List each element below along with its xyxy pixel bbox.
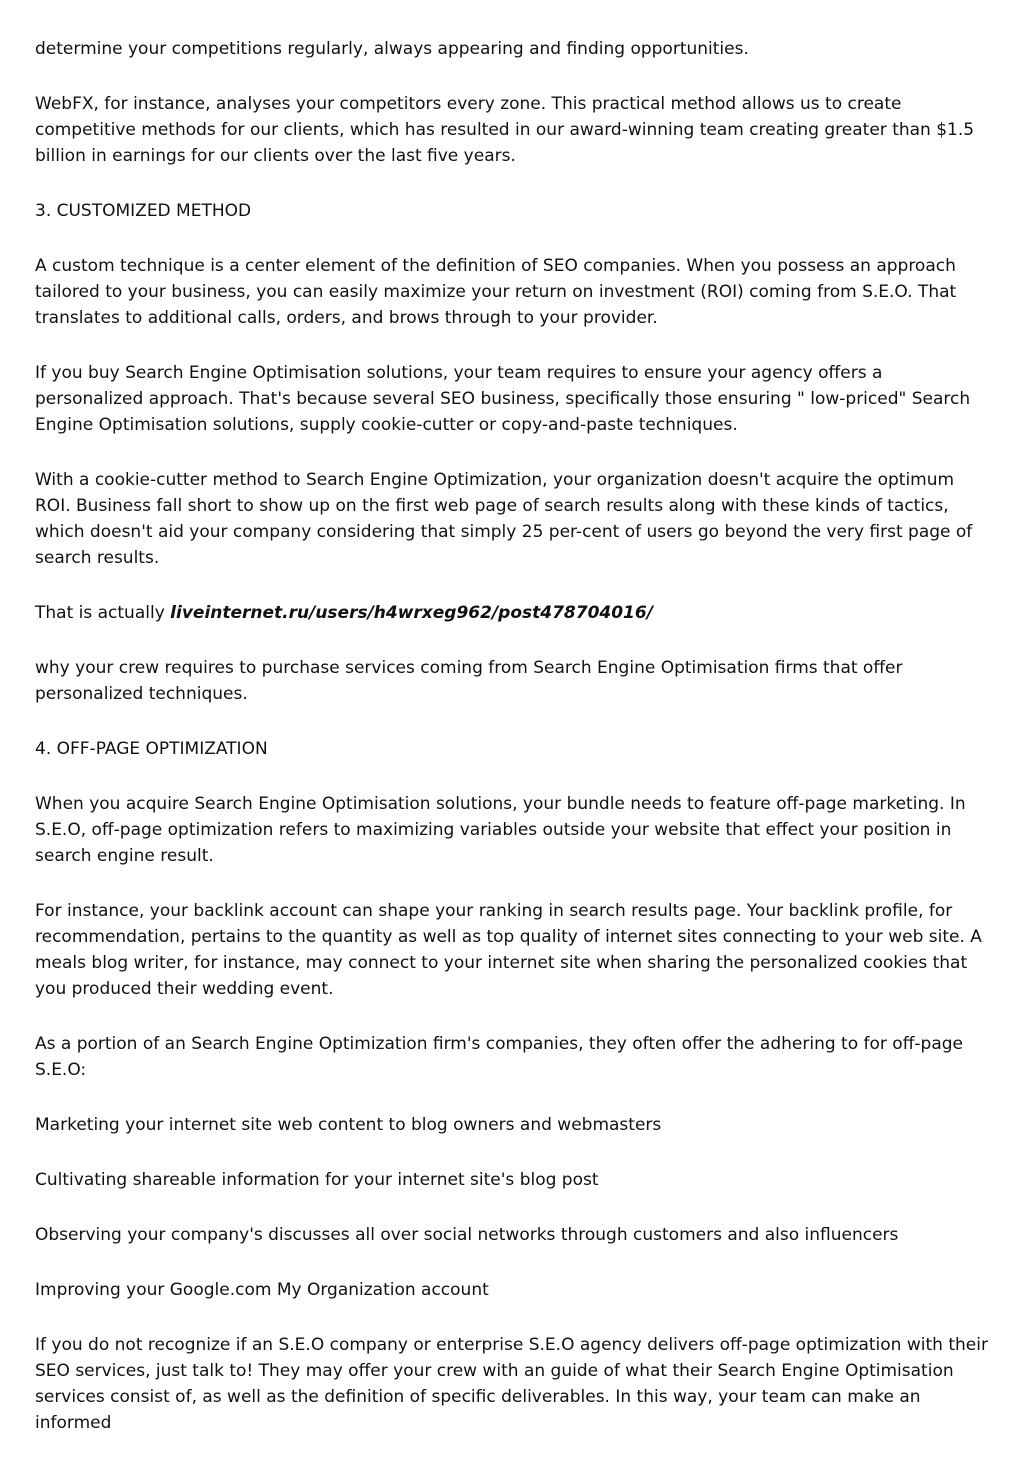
- paragraph-with-link: [35, 600, 995, 626]
- section-heading: 4. OFF-PAGE OPTIMIZATION: [35, 739, 268, 759]
- paragraph: With a cookie-cutter method to Search Engine Optimization, your organization doesn't acquire the optimum ROI. Business fall short to show up on the first web page of search results along with these kinds of tactics, which doesn't aid your company considering that simply 25 per-cent of users go beyond the very first page of search results.: [35, 470, 973, 568]
- article-body: [35, 36, 995, 1465]
- paragraph: why your crew requires to purchase services coming from Search Engine Optimisation firms that offer personalized techniques.: [35, 658, 903, 704]
- paragraph: As a portion of an Search Engine Optimization firm's companies, they often offer the adhering to for off-page S.E.O:: [35, 1034, 964, 1080]
- list-item: Observing your company's discusses all over social networks through customers and also influencers: [35, 1225, 899, 1245]
- paragraph: determine your competitions regularly, always appearing and finding opportunities.: [35, 39, 749, 59]
- paragraph-prefix: That is actually: [35, 603, 171, 623]
- paragraph: When you acquire Search Engine Optimisation solutions, your bundle needs to feature off-page marketing. In S.E.O, off-page optimization refers to maximizing variables outside your website that effect your position in search engine result.: [35, 794, 966, 866]
- list-item: Marketing your internet site web content to blog owners and webmasters: [35, 1115, 662, 1135]
- paragraph: If you do not recognize if an S.E.O company or enterprise S.E.O agency delivers off-page optimization with their SEO services, just talk to! They may offer your crew with an guide of what their Search Engine Optimisation services consist of, as well as the definition of specific deliverables. In this way, your team can make an informed: [35, 1335, 988, 1433]
- paragraph: If you buy Search Engine Optimisation solutions, your team requires to ensure your agency offers a personalized approach. That's because several SEO business, specifically those ensuring " low-priced" Search Engine Optimisation solutions, supply cookie-cutter or copy-and-paste techniques.: [35, 363, 971, 435]
- list-item: Improving your Google.com My Organization account: [35, 1280, 489, 1300]
- section-heading: 3. CUSTOMIZED METHOD: [35, 201, 252, 221]
- paragraph: WebFX, for instance, analyses your competitors every zone. This practical method allows us to create competitive methods for our clients, which has resulted in our award-winning team creating greater than $1.5 billion in earnings for our clients over the last five years.: [35, 94, 975, 166]
- list-item: Cultivating shareable information for your internet site's blog post: [35, 1170, 599, 1190]
- post-link[interactable]: liveinternet.ru/users/h4wrxeg962/post478704016/: [170, 603, 653, 623]
- paragraph: A custom technique is a center element of the definition of SEO companies. When you possess an approach tailored to your business, you can easily maximize your return on investment (ROI) coming from S.E.O. That translates to additional calls, orders, and brows through to your provider.: [35, 256, 957, 328]
- paragraph: For instance, your backlink account can shape your ranking in search results page. Your backlink profile, for recommendation, pertains to the quantity as well as top quality of internet sites connecting to your web site. A meals blog writer, for instance, may connect to your internet site when sharing the personalized cookies that you produced their wedding event.: [35, 901, 982, 999]
